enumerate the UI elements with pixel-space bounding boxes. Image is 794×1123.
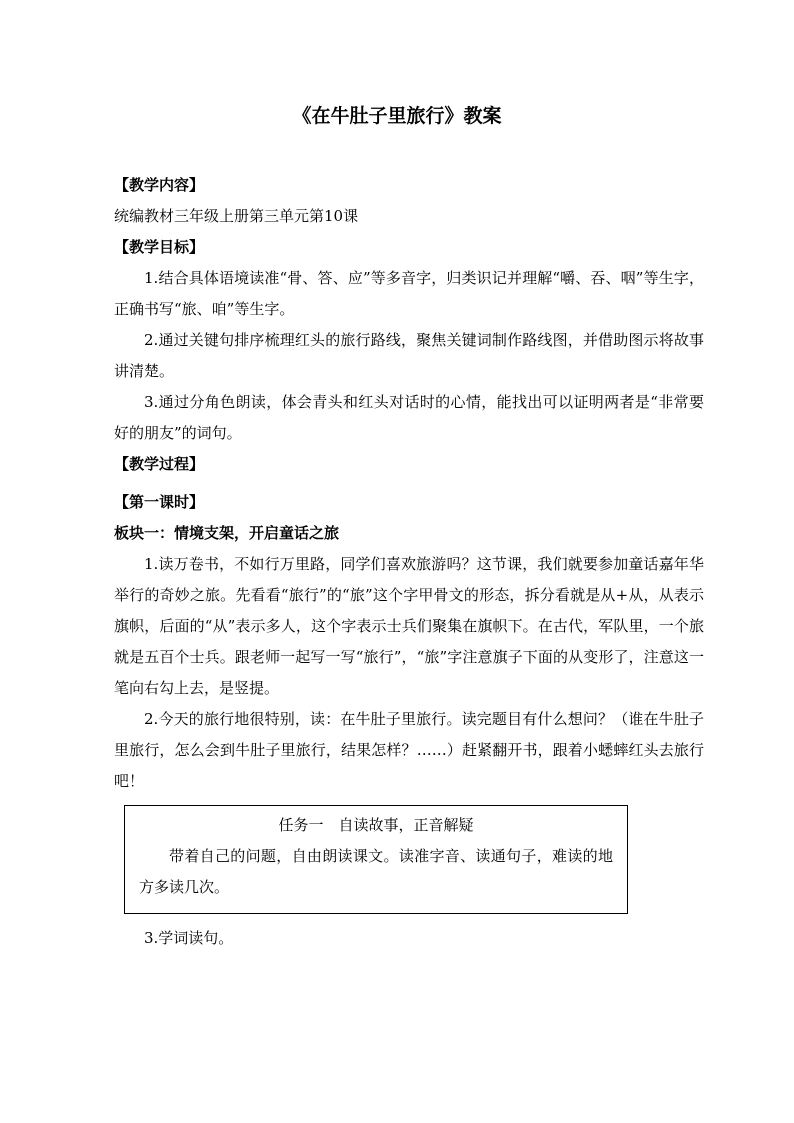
task-title: 任务一 自读故事，正音解疑 [278, 816, 474, 834]
goal-item-2: 2.通过关键句排序梳理红头的旅行路线，聚焦关键词制作路线图，并借助图示将故事讲清楚。 [114, 331, 704, 380]
process-paragraph-2: 2.今天的旅行地很特别，读：在牛肚子里旅行。读完题目有什么想问？（谁在牛肚子里旅行，怎么会到牛肚子里旅行，结果怎样？……）赶紧翻开书，跟着小蟋蟀红头去旅行吧！ [114, 710, 704, 790]
task-box [124, 805, 628, 914]
section-heading-process: 【教学过程】 [114, 455, 205, 473]
lesson-heading: 【第一课时】 [114, 493, 205, 511]
content-text: 统编教材三年级上册第三单元第10课 [114, 207, 359, 225]
document-title: 《在牛肚子里旅行》教案 [292, 105, 502, 127]
goal-item-3: 3.通过分角色朗读，体会青头和红头对话时的心情，能找出可以证明两者是“非常要好的朋友”的词句。 [114, 393, 704, 442]
document-body [114, 170, 704, 954]
goal-item-1: 1.结合具体语境读准“骨、答、应”等多音字，归类识记并理解“嚼、吞、咽”等生字，正确书写“旅、咱”等生字。 [114, 269, 704, 318]
section-heading-goals: 【教学目标】 [114, 238, 205, 256]
task-body: 带着自己的问题，自由朗读课文。读准字音、读通句子，难读的地方多读几次。 [139, 847, 613, 896]
process-paragraph-1: 1.读万卷书，不如行万里路，同学们喜欢旅游吗？这节课，我们就要参加童话嘉年华举行的奇妙之旅。先看看“旅行”的“旅”这个字甲骨文的形态，拆分看就是从+从，从表示旗帜，后面的“从”表示多人，这个字表示士兵们聚集在旗帜下。在古代，军队里，一个旅就是五百个士兵。跟老师一起写一写“旅行”，“旅”字注意旗子下面的从变形了，注意这一笔向右勾上去，是竖提。 [114, 555, 704, 697]
step-3-text: 3.学词读句。 [144, 929, 234, 947]
block-heading-1: 板块一：情境支架，开启童话之旅 [114, 524, 340, 542]
section-heading-content: 【教学内容】 [114, 176, 205, 194]
